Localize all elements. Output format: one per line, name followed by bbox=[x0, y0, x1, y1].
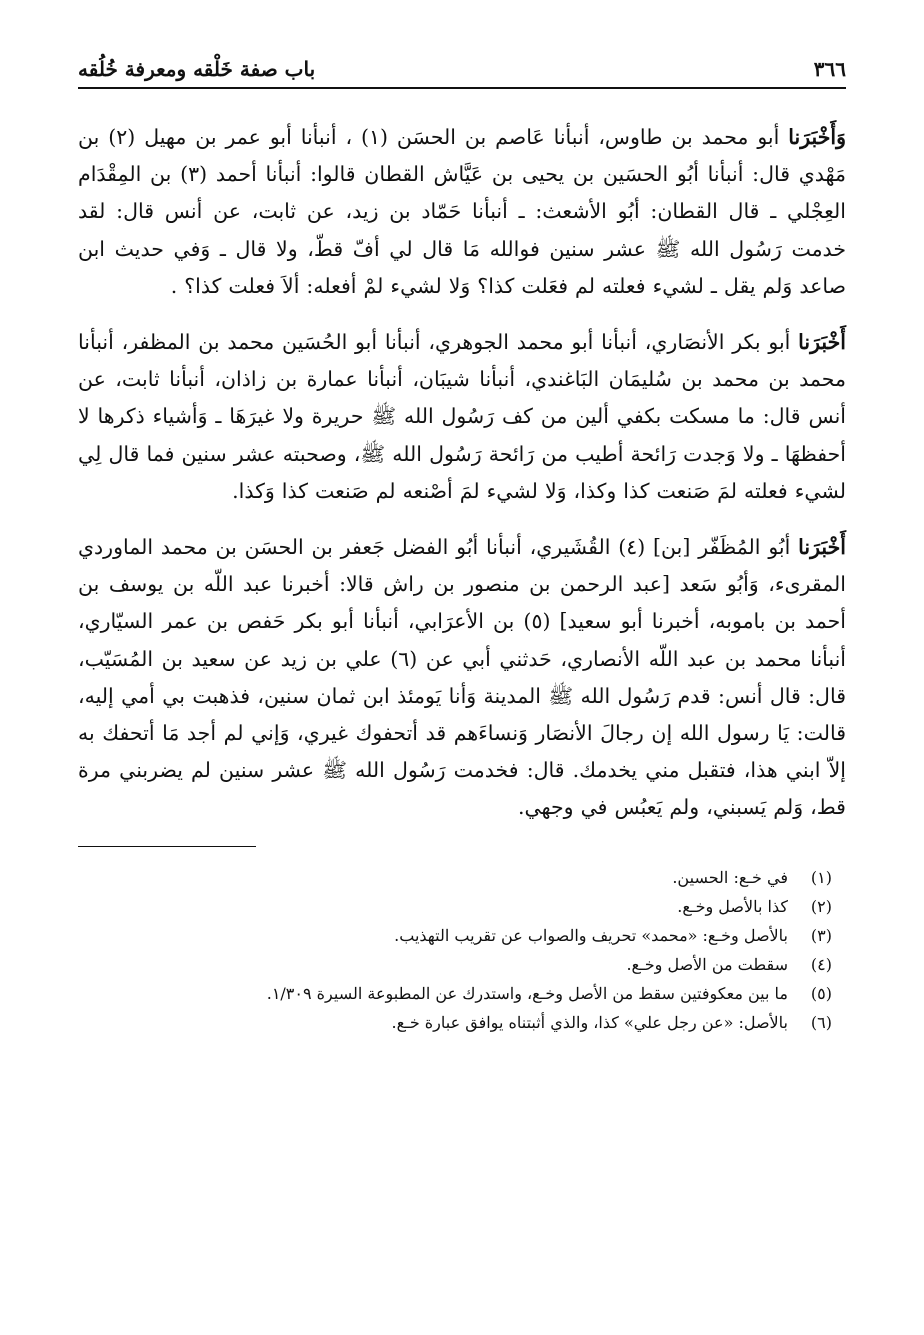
paragraph-text: أبو بكر الأنصَاري، أنبأنا أبو محمد الجوهري، أنبأنا أبو الحُسَين محمد بن المظفر، أنبأنا محمد بن محمد بن سُليمَان البَاغندي، أنبأنا شيبَان، أنبأنا عمارة بن زاذان، أنبأنا ثابت، عن أنس قال: ما مسكت بكفي ألين من كف رَسُول الله ﷺ حريرة ولا غيرَهَا ـ وَأشياء ذكرها لا أحفظهَا ـ ولا وَجدت رَائحة أطيب من رَائحة رَسُول الله ﷺ، وصحبته عشر سنين فما قال لِي لشيء فعلته لمَ صَنعت كذا وكذا، وَلا لشيء لمَ أصْنعه لم صَنعت كذا وَكذا. bbox=[78, 330, 846, 503]
footnote bbox=[78, 863, 832, 892]
footnotes bbox=[78, 863, 846, 1037]
page-number: ٣٦٦ bbox=[813, 57, 846, 81]
footnote-text: سقطت من الأصل وخـع. bbox=[626, 954, 788, 974]
paragraph-lead: أَخْبَرَنا bbox=[798, 330, 846, 355]
paragraph-1 bbox=[78, 119, 846, 305]
footnote-text: بالأصل: «عن رجل علي» كذا، والذي أثبتناه يوافق عبارة خـع. bbox=[391, 1012, 788, 1032]
footnote-text: بالأصل وخـع: «محمد» تحريف والصواب عن تقريب التهذيب. bbox=[394, 925, 788, 945]
chapter-title: باب صفة خَلْقه ومعرفة خُلُقه bbox=[78, 57, 316, 81]
footnote-number: (٤) bbox=[810, 954, 832, 974]
footnote-text: ما بين معكوفتين سقط من الأصل وخـع، واستدرك عن المطبوعة السيرة ١/٣٠٩. bbox=[266, 983, 788, 1003]
paragraph-2 bbox=[78, 324, 846, 510]
footnote-separator bbox=[78, 846, 256, 847]
footnote bbox=[78, 921, 832, 950]
footnote bbox=[78, 892, 832, 921]
paragraph-text: أبو محمد بن طاوس، أنبأنا عَاصم بن الحسَن (١) ، أنبأنا أبو عمر بن مهيل (٢) بن مَهْدي قال: أنبأنا أبُو الحسَين بن يحيى بن عَيَّاش القطان قالوا: أنبأنا أحمد (٣) بن المِقْدَام العِجْلي ـ قال القطان: أبُو الأشعث: ـ أنبأنا حَمّاد بن زيد، عن ثابت، عن أنس قال: لقد خدمت رَسُول الله ﷺ عشر سنين فوالله مَا قال لي أفّ قطّ، ولا قال ـ وَفي حديث ابن صاعد وَلم يقل ـ لشيء فعلته لم فعَلت كذا؟ وَلا لشيء لمْ أفعله: ألاَ فعلت كذا؟ . bbox=[78, 125, 846, 298]
paragraph-text: أبُو المُظَفّر [بن] (٤) القُشَيري، أنبأنا أبُو الفضل جَعفر بن الحسَن بن محمد الماوردي المقرىء، وَأبُو سَعد [عبد الرحمن بن منصور بن راش قالا: أخبرنا عبد اللّه بن يوسف بن أحمد بن باموبه، أخبرنا أبو سعيد] (٥) بن الأعرَابي، أنبأنا أبو بكر حَفص بن عمر السيّاري، أنبأنا محمد بن عبد اللّه الأنصاري، حَدثني أبي عن (٦) علي بن زيد عن سعيد بن المُسَيّب، قال: قال أنس: قدم رَسُول الله ﷺ المدينة وَأنا يَومئذ ابن ثمان سنين، فذهبت بي أمي إليه، قالت: يَا رسول الله إن رجالَ الأنصَار وَنساءَهم قد أتحفوك غيري، وَإني لم أجد مَا أتحفك به إلاّ ابني هذا، فتقبل مني يخدمك. قال: فخدمت رَسُول الله ﷺ عشر سنين لم يضربني مرة قط، وَلم يَسبني، ولم يَعبُس في وجهي. bbox=[78, 535, 846, 820]
footnote-number: (٢) bbox=[810, 896, 832, 916]
footnote-number: (٥) bbox=[810, 983, 832, 1003]
footnote bbox=[78, 1008, 832, 1037]
footnote bbox=[78, 950, 832, 979]
footnote-number: (٦) bbox=[810, 1012, 832, 1032]
paragraph-lead: وَأَخْبَرَنا bbox=[788, 125, 846, 149]
footnote-text: في خـع: الحسين. bbox=[672, 867, 788, 887]
footnote-number: (١) bbox=[810, 867, 832, 887]
paragraph-3 bbox=[78, 529, 846, 827]
footnote bbox=[78, 979, 832, 1008]
main-text bbox=[78, 119, 846, 827]
paragraph-lead: أَخْبَرَنا bbox=[798, 535, 846, 560]
footnote-number: (٣) bbox=[810, 925, 832, 945]
running-header bbox=[78, 55, 846, 89]
footnote-text: كذا بالأصل وخـع. bbox=[677, 896, 788, 916]
